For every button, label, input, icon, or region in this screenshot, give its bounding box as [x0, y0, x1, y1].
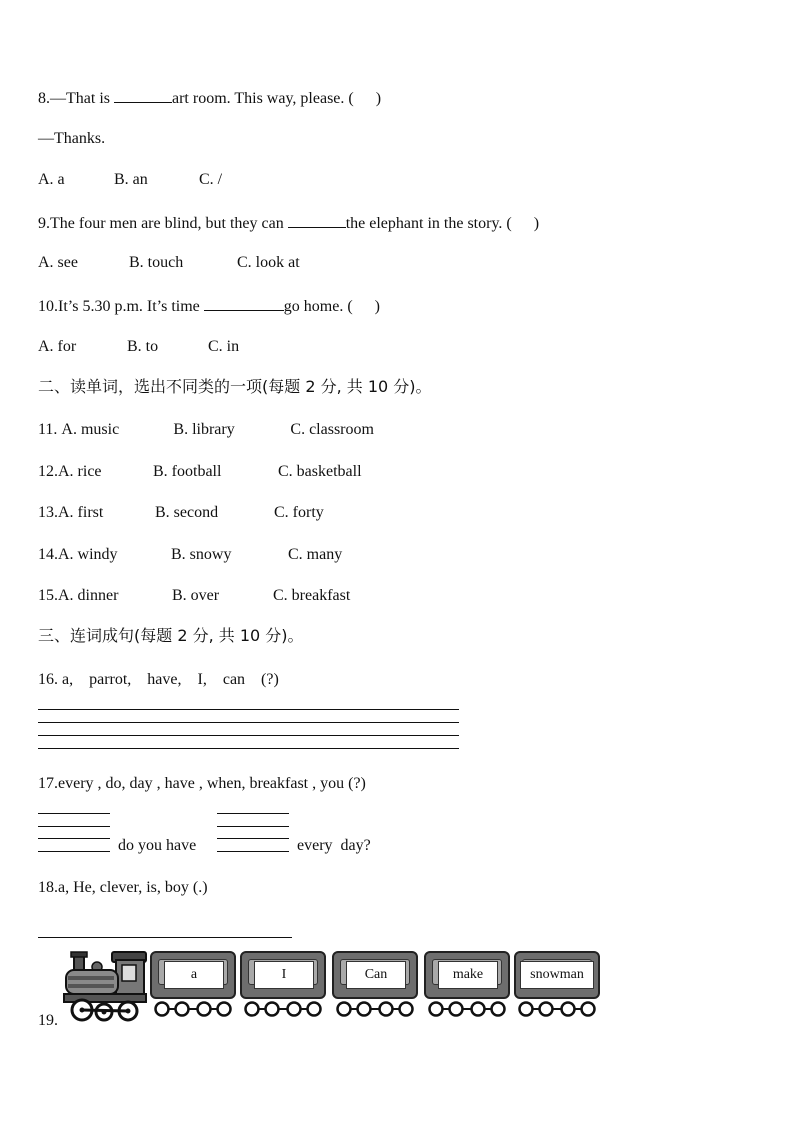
question-16: 16. a, parrot, have, I, can (?) [38, 671, 279, 688]
option-b: B. second [155, 504, 219, 521]
option-c: C. breakfast [273, 587, 351, 604]
question-9-options [38, 253, 300, 273]
question-19-number: 19. [38, 1012, 58, 1029]
wheels-image [332, 1001, 418, 1017]
question-9-text: 9.The four men are blind, but they can [38, 215, 288, 232]
train-word-card[interactable]: a [164, 961, 224, 989]
question-17-mid-text: do you have [118, 837, 197, 854]
question-10-text-end: go home. ( [283, 298, 353, 315]
writing-line[interactable] [217, 838, 289, 839]
option-a: A. dinner [58, 587, 119, 604]
option-c: C. in [208, 338, 240, 355]
writing-line[interactable] [217, 826, 289, 827]
option-a: A. rice [58, 463, 102, 480]
option-a: A. see [38, 254, 78, 271]
question-18: 18.a, He, clever, is, boy (.) [38, 879, 208, 896]
section-3-title: 三、连词成句(每题 2 分, 共 10 分)。 [38, 626, 304, 645]
writing-line[interactable] [217, 813, 289, 814]
writing-line[interactable] [38, 735, 459, 736]
wheels-image [150, 1001, 236, 1017]
option-b: B. an [114, 171, 148, 188]
option-b: B. football [153, 463, 222, 480]
question-14: 14.A. windy B. snowy C. many [38, 546, 343, 563]
train-car [424, 951, 510, 1003]
option-b: B. snowy [171, 546, 232, 563]
question-17-end-text: every day? [297, 837, 371, 854]
writing-line[interactable] [38, 851, 110, 852]
option-c: C. classroom [290, 421, 374, 438]
train-car [240, 951, 326, 1003]
writing-line[interactable] [38, 748, 459, 749]
train-car [332, 951, 418, 1003]
option-c: C. forty [274, 504, 324, 521]
question-13: 13.A. first B. second C. forty [38, 504, 324, 521]
question-17: 17.every , do, day , have , when, breakfast , you (?) [38, 775, 366, 792]
question-8-options [38, 170, 222, 190]
question-10: 10.It’s 5.30 p.m. It’s time go home. ( ) [38, 295, 380, 317]
locomotive-image [62, 950, 150, 1026]
question-15: 15.A. dinner B. over C. breakfast [38, 587, 351, 604]
writing-line[interactable] [38, 826, 110, 827]
option-a: A. first [58, 504, 104, 521]
option-c: C. many [288, 546, 343, 563]
writing-line[interactable] [38, 937, 292, 938]
writing-line[interactable] [38, 813, 110, 814]
option-b: B. to [127, 338, 159, 355]
option-c: C. basketball [278, 463, 362, 480]
option-c: C. / [199, 171, 223, 188]
question-8: 8.—That is art room. This way, please. ( ) [38, 87, 381, 109]
train-car [150, 951, 236, 1003]
question-10-text: 10.It’s 5.30 p.m. It’s time [38, 298, 204, 315]
option-a: A. windy [58, 546, 118, 563]
question-9-text-end: the elephant in the story. ( [345, 215, 512, 232]
train-word-card[interactable]: make [438, 961, 498, 989]
train-word-card[interactable]: I [254, 961, 314, 989]
wheels-image [514, 1001, 600, 1017]
option-a: A. a [38, 171, 65, 188]
train-car [514, 951, 600, 1003]
answer-blank[interactable] [114, 87, 172, 103]
writing-line[interactable] [38, 709, 459, 710]
section-2-title: 二、读单词，选出不同类的一项(每题 2 分, 共 10 分)。 [38, 377, 432, 396]
writing-line[interactable] [38, 838, 110, 839]
question-8-text: 8.—That is [38, 90, 114, 107]
train-word-card[interactable]: Can [346, 961, 406, 989]
question-9: 9.The four men are blind, but they can the elephant in the story. ( ) [38, 212, 539, 234]
option-b: B. over [172, 587, 220, 604]
wheels-image [424, 1001, 510, 1017]
option-a: A. music [61, 421, 120, 438]
answer-blank[interactable] [204, 295, 284, 311]
option-c: C. look at [237, 254, 300, 271]
option-b: B. touch [129, 254, 184, 271]
option-a: A. for [38, 338, 77, 355]
writing-line[interactable] [38, 722, 459, 723]
writing-line[interactable] [217, 851, 289, 852]
wheels-image [240, 1001, 326, 1017]
question-8-text-end: art room. This way, please. ( [172, 90, 354, 107]
option-b: B. library [173, 421, 235, 438]
train-word-card[interactable]: snowman [520, 961, 594, 989]
question-8-reply: —Thanks. [38, 130, 106, 147]
question-11: 11. A. music B. library C. classroom [38, 421, 374, 438]
question-12: 12.A. rice B. football C. basketball [38, 463, 362, 480]
answer-blank[interactable] [288, 212, 346, 228]
question-10-options [38, 337, 239, 357]
